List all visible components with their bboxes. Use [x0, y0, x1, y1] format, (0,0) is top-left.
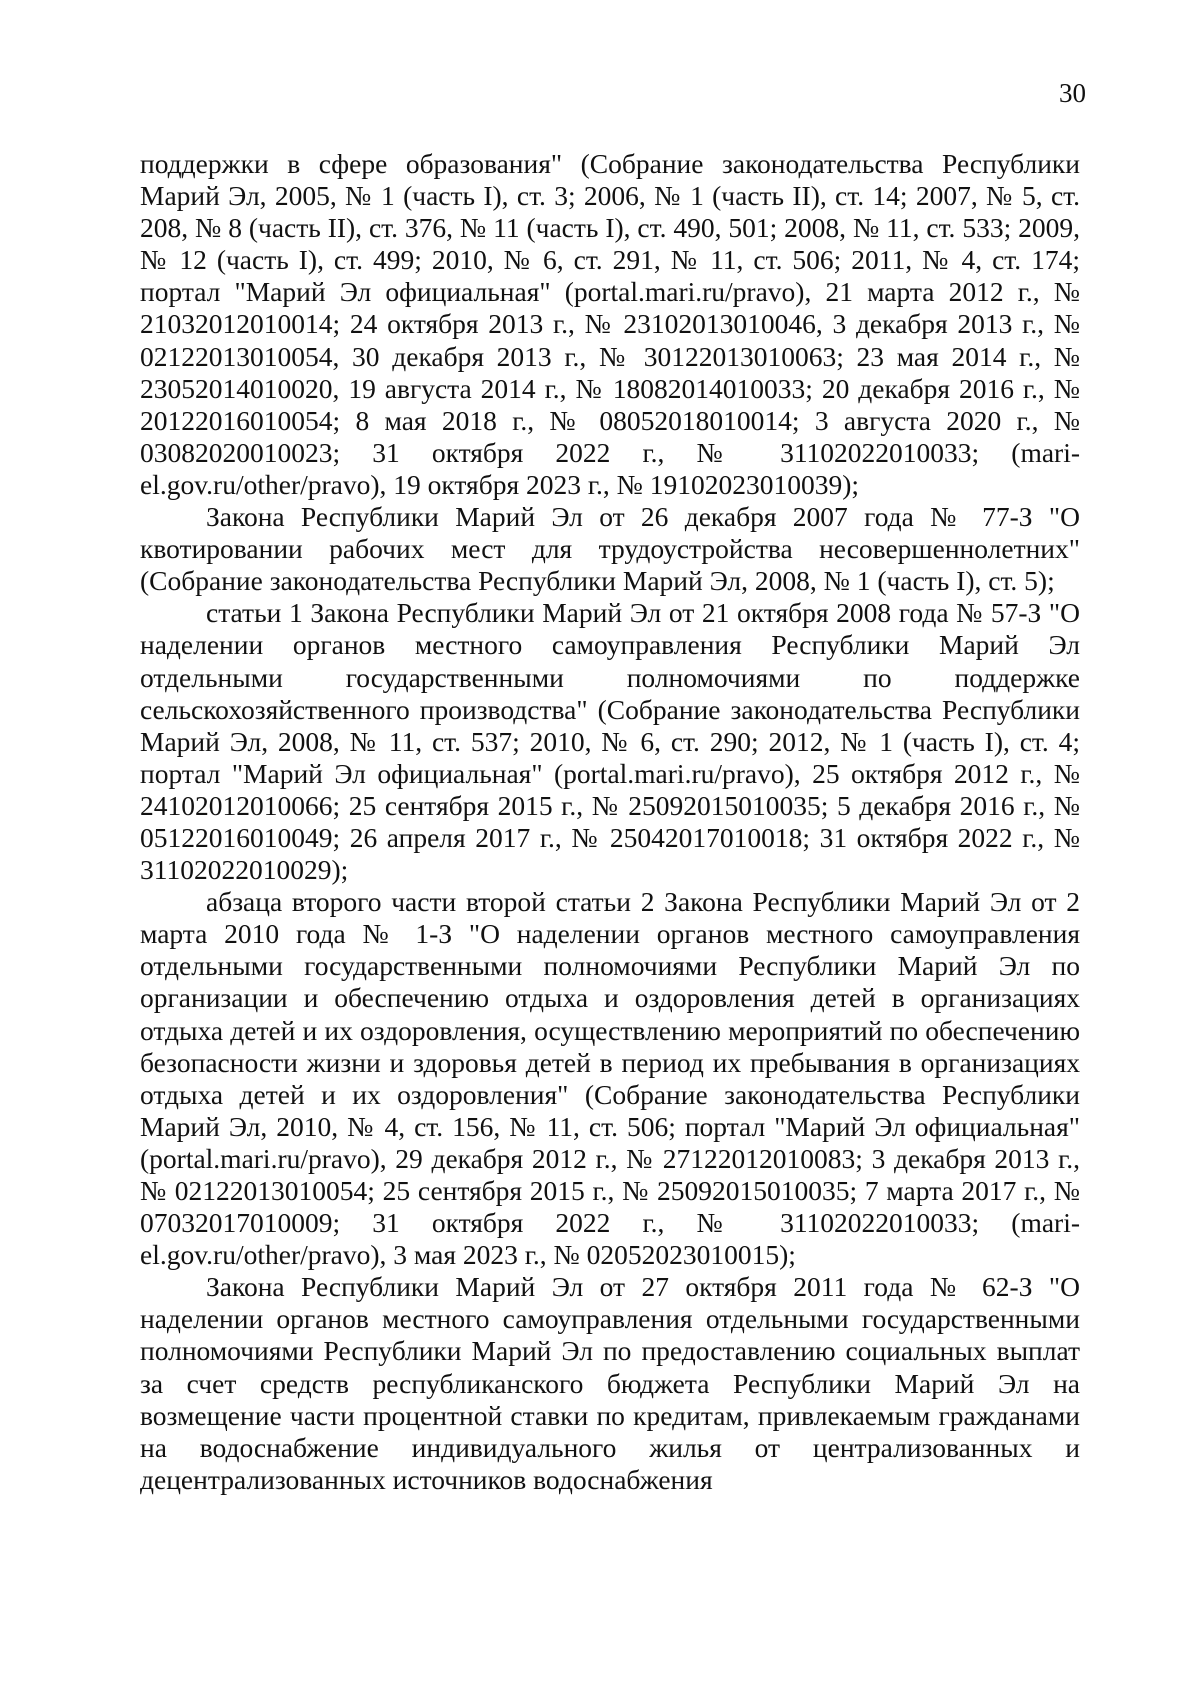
paragraph-law-57-z: статьи 1 Закона Республики Марий Эл от 21 октября 2008 года № 57-З "О наделении органов местного самоуправления Республики Марий Эл отдельными государственными полномочиями по поддержке сельскохозяйственного производства" (Собрание законодательства Республики Марий Эл, 2008, № 11, ст. 537; 2010, № 6, ст. 290; 2012, № 1 (часть I), ст. 4; портал "Марий Эл официальная" (portal.mari.ru/pravo), 25 октября 2012 г., № 24102012010066; 25 сентября 2015 г., № 25092015010035; 5 декабря 2016 г., № 05122016010049; 26 апреля 2017 г., № 25042017010018; 31 октября 2022 г., № 31102022010029);	[140, 597, 1080, 886]
document-body	[140, 148, 1080, 1496]
paragraph-law-62-z: Закона Республики Марий Эл от 27 октября 2011 года № 62-З "О наделении органов местного самоуправления отдельными государственными полномочиями Республики Марий Эл по предоставлению социальных выплат за счет средств республиканского бюджета Республики Марий Эл на возмещение части процентной ставки по кредитам, привлекаемым гражданами на водоснабжение индивидуального жилья от централизованных и децентрализованных источников водоснабжения	[140, 1271, 1080, 1495]
paragraph-continuation: поддержки в сфере образования" (Собрание законодательства Республики Марий Эл, 2005, № 1 (часть I), ст. 3; 2006, № 1 (часть II), ст. 14; 2007, № 5, ст. 208, № 8 (часть II), ст. 376, № 11 (часть I), ст. 490, 501; 2008, № 11, ст. 533; 2009, № 12 (часть I), ст. 499; 2010, № 6, ст. 291, № 11, ст. 506; 2011, № 4, ст. 174; портал "Марий Эл официальная" (portal.mari.ru/pravo), 21 марта 2012 г., № 21032012010014; 24 октября 2013 г., № 23102013010046, 3 декабря 2013 г., № 02122013010054, 30 декабря 2013 г., № 30122013010063; 23 мая 2014 г., № 23052014010020, 19 августа 2014 г., № 18082014010033; 20 декабря 2016 г., № 20122016010054; 8 мая 2018 г., № 08052018010014; 3 августа 2020 г., № 03082020010023; 31 октября 2022 г., № 31102022010033; (mari-el.gov.ru/other/pravo), 19 октября 2023 г., № 19102023010039);	[140, 148, 1080, 500]
page-number: 30	[1059, 78, 1086, 108]
paragraph-law-1-z: абзаца второго части второй статьи 2 Закона Республики Марий Эл от 2 марта 2010 года № 1-З "О наделении органов местного самоуправления отдельными государственными полномочиями Республики Марий Эл по организации и обеспечению отдыха и оздоровления детей в организациях отдыха детей и их оздоровления, осуществлению мероприятий по обеспечению безопасности жизни и здоровья детей в период их пребывания в организациях отдыха детей и их оздоровления" (Собрание законодательства Республики Марий Эл, 2010, № 4, ст. 156, № 11, ст. 506; портал "Марий Эл официальная" (portal.mari.ru/pravo), 29 декабря 2012 г., № 27122012010083; 3 декабря 2013 г., № 02122013010054; 25 сентября 2015 г., № 25092015010035; 7 марта 2017 г., № 07032017010009; 31 октября 2022 г., № 31102022010033; (mari-el.gov.ru/other/pravo), 3 мая 2023 г., № 02052023010015);	[140, 886, 1080, 1271]
paragraph-law-77-z: Закона Республики Марий Эл от 26 декабря 2007 года № 77-З "О квотировании рабочих мест для трудоустройства несовершеннолетних" (Собрание законодательства Республики Марий Эл, 2008, № 1 (часть I), ст. 5);	[140, 501, 1080, 597]
